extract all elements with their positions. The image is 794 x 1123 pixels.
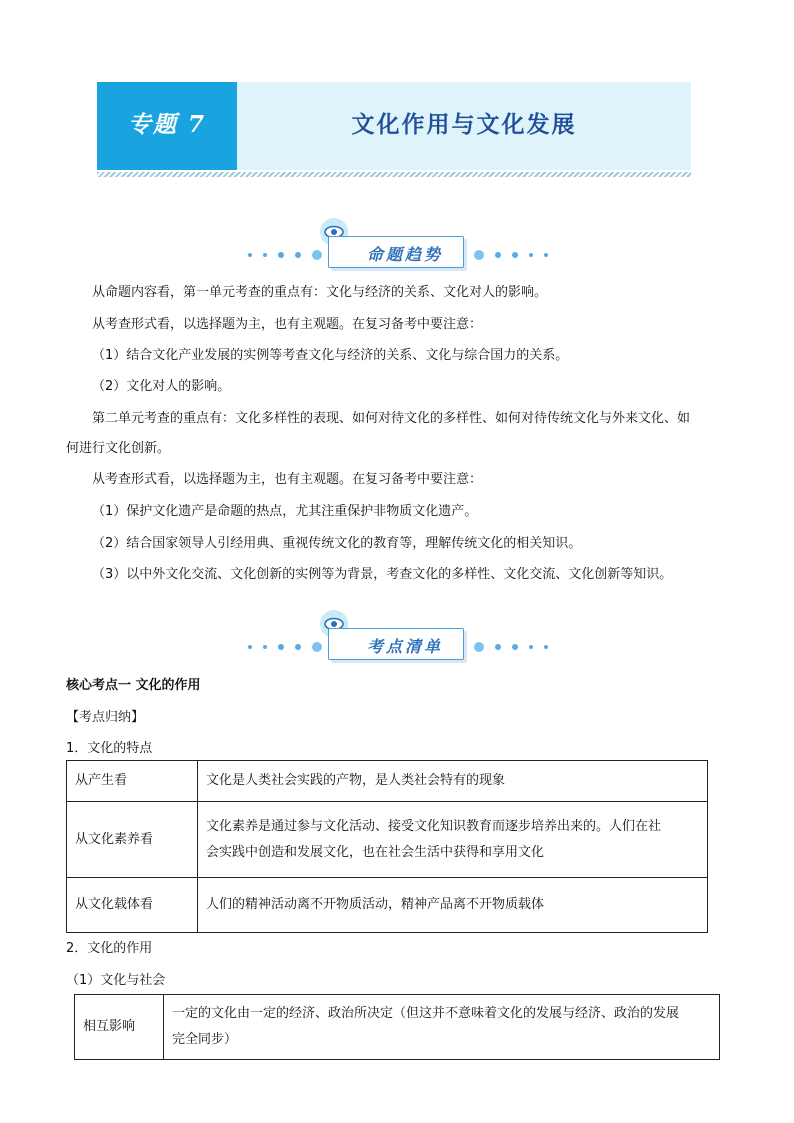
- core-heading: 核心考点一 文化的作用: [66, 678, 201, 693]
- section-title: 考点清单: [366, 637, 443, 656]
- row-label: 从产生看: [67, 761, 198, 802]
- left-dots-decoration: [248, 250, 322, 260]
- trend-line: 第二单元考查的重点有：文化多样性的表现、如何对待文化的多样性、如何对待传统文化与外来文化、如: [92, 411, 691, 426]
- features-table: [66, 760, 708, 933]
- trend-line: （2）文化对人的影响。: [92, 379, 231, 394]
- subheading-culture-society: （1）文化与社会: [66, 973, 166, 988]
- section-title-box: [328, 236, 464, 268]
- trend-line: 从考查形式看，以选择题为主，也有主观题。在复习备考中要注意：: [92, 317, 483, 332]
- row-label: 从文化载体看: [67, 878, 198, 933]
- section-title: 命题趋势: [366, 245, 443, 264]
- section-header-trend: [0, 218, 794, 278]
- section-title-box: [328, 628, 464, 660]
- trend-line: （1）保护文化遗产是命题的热点，尤其注重保护非物质文化遗产。: [92, 504, 478, 519]
- table-row: [67, 761, 708, 802]
- trend-line: （1）结合文化产业发展的实例等考查文化与经济的关系、文化与综合国力的关系。: [92, 348, 569, 363]
- row-content: 人们的精神活动离不开物质活动，精神产品离不开物质载体: [198, 878, 708, 933]
- topic-number-tag: [97, 82, 237, 170]
- row-label: 从文化素养看: [67, 802, 198, 878]
- trend-line: 何进行文化创新。: [66, 441, 171, 456]
- culture-society-table: [74, 994, 720, 1060]
- row-content: 一定的文化由一定的经济、政治所决定（但这并不意味着文化的发展与经济、政治的发展 完全同步）: [164, 995, 720, 1060]
- banner-stripe-divider: [97, 172, 691, 177]
- subheading-features: 1．文化的特点: [66, 741, 153, 756]
- topic-banner: [97, 82, 691, 170]
- section-header-checklist: [0, 610, 794, 670]
- right-dots-decoration: [474, 250, 548, 260]
- trend-line: （3）以中外文化交流、文化创新的实例等为背景，考查文化的多样性、文化交流、文化创新等知识。: [92, 567, 673, 582]
- table-row: [67, 802, 708, 878]
- row-content: 文化素养是通过参与文化活动、接受文化知识教育而逐步培养出来的。人们在社 会实践中创造和发展文化，也在社会生活中获得和享用文化: [198, 802, 708, 878]
- trend-line: 从命题内容看，第一单元考查的重点有：文化与经济的关系、文化对人的影响。: [92, 285, 548, 300]
- topic-title: 文化作用与文化发展: [351, 111, 577, 138]
- table-row: [75, 995, 720, 1060]
- trend-line: 从考查形式看，以选择题为主，也有主观题。在复习备考中要注意：: [92, 472, 483, 487]
- topic-number: 专题 7: [127, 111, 206, 138]
- left-dots-decoration: [248, 642, 322, 652]
- core-tag: 【考点归纳】: [66, 710, 145, 725]
- right-dots-decoration: [474, 642, 548, 652]
- row-label: 相互影响: [75, 995, 164, 1060]
- table-row: [67, 878, 708, 933]
- trend-line: （2）结合国家领导人引经用典、重视传统文化的教育等，理解传统文化的相关知识。: [92, 536, 582, 551]
- subheading-roles: 2．文化的作用: [66, 941, 153, 956]
- row-content: 文化是人类社会实践的产物，是人类社会特有的现象: [198, 761, 708, 802]
